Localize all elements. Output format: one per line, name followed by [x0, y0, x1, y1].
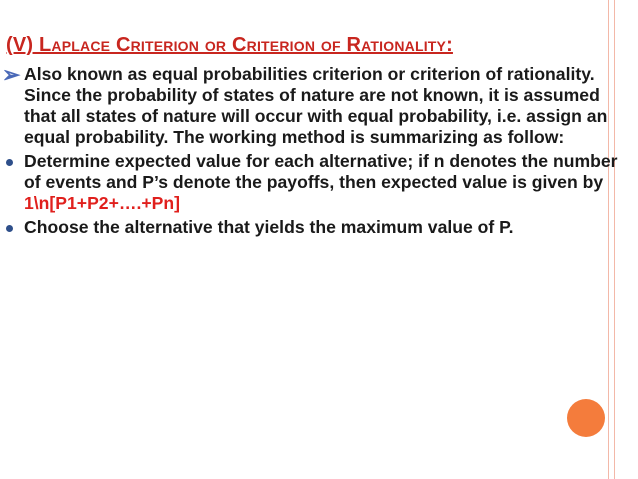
slide-body — [0, 64, 624, 238]
intro-text: Also known as equal probabilities criterion or criterion of rationality. Since the probability of states of nature are not known, it is assumed that all states of nature will occur with equal probability, i.e. assign an equal probability. The working method is summarizing as follow: — [24, 64, 608, 147]
expected-value-formula: 1\n[P1+P2+….+Pn] — [24, 193, 180, 213]
bullet-text: Choose the alternative that yields the maximum value of P. — [24, 217, 514, 237]
orange-circle-decoration — [567, 399, 605, 437]
bullet-item — [0, 217, 624, 238]
dot-bullet-icon — [6, 225, 13, 232]
dot-bullet-icon — [6, 159, 13, 166]
bullet-item — [0, 151, 624, 214]
slide-title: (V) Laplace Criterion or Criterion of Rationality: — [6, 34, 453, 56]
intro-paragraph — [0, 64, 624, 148]
arrow-bullet-icon: ➢ — [2, 62, 21, 87]
bullet-text: Determine expected value for each alternative; if n denotes the number of events and P’s denote the payoffs, then expected value is given by — [24, 151, 618, 192]
